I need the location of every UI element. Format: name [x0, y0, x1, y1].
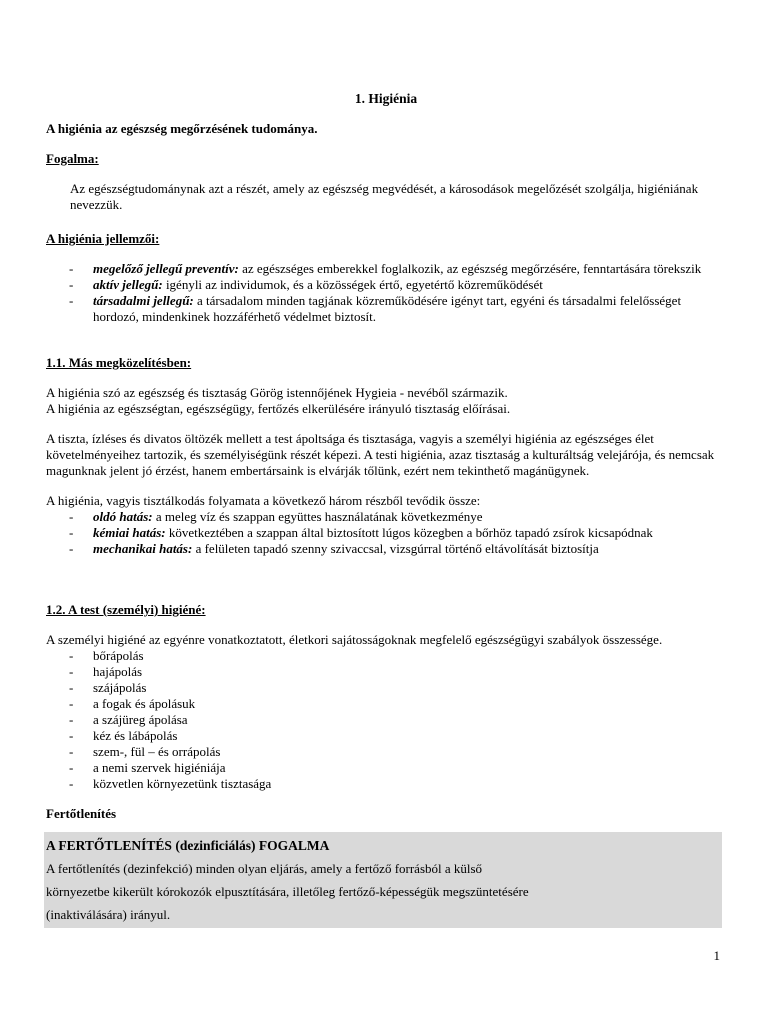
page-content [46, 91, 726, 928]
dash-bullet: - [69, 525, 74, 540]
section-1-1-paragraph-2: A tiszta, ízléses és divatos öltözék mellett a test ápoltsága és tisztasága, vagyis a személyi higiénia az egészséges élet követelményeihez tartozik, és személyiségünk részét képezi. A testi higiénia, azaz tisztaság a kulturáltság velejárója, és nemcsak magunknak jelent jó érzést, hanem embertársaink is elvárják tőlünk, ezért nem tekinthető magánügynek. [46, 431, 715, 478]
list-item-term: mechanikai hatás: [93, 541, 193, 556]
list-item [46, 728, 726, 744]
list-item [46, 712, 726, 728]
list-item-text: az egészséges emberekkel foglalkozik, az egészség megőrzésére, fenntartására törekszik [238, 261, 702, 276]
section-1-1-heading: 1.1. Más megközelítésben: [46, 355, 192, 370]
dash-bullet: - [69, 728, 74, 743]
dash-bullet: - [69, 760, 74, 775]
dash-bullet: - [69, 541, 74, 556]
fogalma-heading: Fogalma: [46, 151, 99, 166]
dash-bullet: - [69, 277, 74, 292]
section-1-2-heading: 1.2. A test (személyi) higiéné: [46, 602, 206, 617]
list-item [46, 680, 726, 696]
section-1-1-line-2: A higiénia az egészségtan, egészségügy, fertőzés elkerülésére irányuló tisztaság előírásai. [46, 401, 511, 416]
list-item [46, 696, 726, 712]
dash-bullet: - [69, 696, 74, 711]
page-number: 1 [713, 948, 720, 963]
list-item [46, 744, 726, 760]
list-item [46, 277, 726, 293]
dash-bullet: - [69, 664, 74, 679]
dash-bullet: - [69, 680, 74, 695]
list-item-text: hajápolás [93, 664, 143, 679]
section-1-2-paragraph: A személyi higiéné az egyénre vonatkoztatott, életkori sajátosságoknak megfelelő egészségügyi szabályok összessége. [46, 632, 663, 647]
list-item-term: kémiai hatás: [93, 525, 166, 540]
list-item-term: aktív jellegű: [93, 277, 163, 292]
list-item [46, 509, 726, 525]
list-item-text: szájápolás [93, 680, 147, 695]
list-item [46, 293, 726, 325]
definition-box [44, 832, 722, 928]
dash-bullet: - [69, 261, 74, 276]
jellemzoi-list [46, 261, 726, 325]
list-item-text: kéz és lábápolás [93, 728, 178, 743]
definition-box-line-3: (inaktiválására) irányul. [46, 907, 171, 922]
hatas-list [46, 509, 726, 557]
definition-box-title: A FERTŐTLENÍTÉS (dezinficiálás) FOGALMA [46, 838, 330, 853]
section-1-1-line-1: A higiénia szó az egészség és tisztaság Görög istennőjének Hygieia - nevéből származik. [46, 385, 508, 400]
list-item-text: szem-, fül – és orrápolás [93, 744, 221, 759]
szemelyi-higiene-list [46, 648, 726, 792]
list-item-term: oldó hatás: [93, 509, 153, 524]
dash-bullet: - [69, 776, 74, 791]
dash-bullet: - [69, 509, 74, 524]
list-item [46, 648, 726, 664]
list-item [46, 525, 726, 541]
list-item [46, 776, 726, 792]
list-item [46, 664, 726, 680]
dash-bullet: - [69, 648, 74, 663]
list-item-text: a meleg víz és szappan együttes használatának következménye [152, 509, 483, 524]
list-item-text: a fogak és ápolásuk [93, 696, 196, 711]
list-item [46, 541, 726, 557]
definition-box-line-1: A fertőtlenítés (dezinfekció) minden olyan eljárás, amely a fertőző forrásból a külső [46, 861, 483, 876]
list-item-text: következtében a szappan által biztosított lúgos közegben a bőrhöz tapadó zsírok kicsapódnak [165, 525, 653, 540]
fogalma-text: Az egészségtudománynak azt a részét, amely az egészség megvédését, a károsodások megelőzését szolgálja, higiéniának nevezzük. [70, 181, 699, 212]
dash-bullet: - [69, 712, 74, 727]
definition-box-line-2: környezetbe kikerült kórokozók elpusztítására, illetőleg fertőző-képességük megszüntetésére [46, 884, 529, 899]
list-item [46, 760, 726, 776]
list-item-term: társadalmi jellegű: [93, 293, 194, 308]
list-item-text: a nemi szervek higiéniája [93, 760, 226, 775]
list-item-text: igényli az individumok, és a közösségek értő, egyetértő közreműködését [162, 277, 543, 292]
list-item-text: a felületen tapadó szenny szivaccsal, vizsgúrral történő eltávolítását biztosítja [192, 541, 599, 556]
intro-statement: A higiénia az egészség megőrzésének tudománya. [46, 121, 318, 136]
list-item-text: a társadalom minden tagjának közreműködésére igényt tart, egyéni és társadalmi felelősséget hordozó, mindenkinek hozzáférhető védelmet biztosít. [93, 293, 682, 324]
fertotlenites-heading: Fertőtlenítés [46, 806, 117, 821]
list-item-text: a szájüreg ápolása [93, 712, 188, 727]
dash-bullet: - [69, 293, 74, 308]
section-1-1-paragraph-3: A higiénia, vagyis tisztálkodás folyamata a következő három részből tevődik össze: [46, 493, 481, 508]
list-item-text: közvetlen környezetünk tisztasága [93, 776, 272, 791]
jellemzoi-heading: A higiénia jellemzői: [46, 231, 160, 246]
document-title: 1. Higiénia [354, 91, 418, 106]
list-item-term: megelőző jellegű preventív: [93, 261, 239, 276]
list-item-text: bőrápolás [93, 648, 144, 663]
dash-bullet: - [69, 744, 74, 759]
list-item [46, 261, 726, 277]
